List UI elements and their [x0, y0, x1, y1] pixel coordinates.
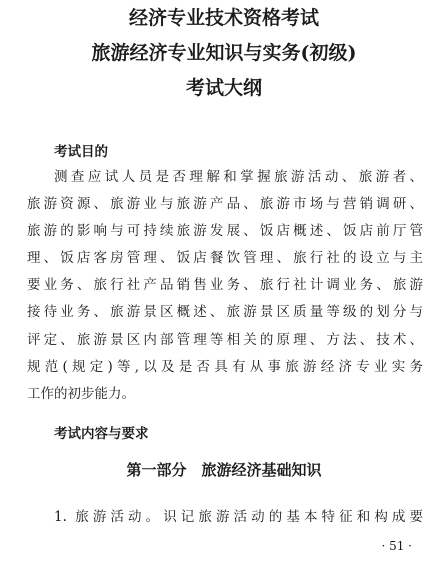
purpose-paragraph [27, 164, 423, 408]
paragraph-line: 接待业务、旅游景区概述、旅游景区质量等级的划分与 [27, 304, 423, 321]
paragraph-line: 测查应试人员是否理解和掌握旅游活动、旅游者、 [54, 169, 423, 185]
paragraph-line: 理、饭店客房管理、饭店餐饮管理、旅行社的设立与主 [27, 250, 423, 267]
section-heading-content: 考试内容与要求 [54, 426, 149, 442]
paragraph-line: 工作的初步能力。 [27, 385, 135, 402]
title-line-3: 考试大纲 [185, 77, 262, 99]
title-line-1: 经济专业技术资格考试 [128, 7, 319, 29]
part-heading: 第一部分 旅游经济基础知识 [126, 461, 322, 479]
paragraph-line: 要业务、旅行社产品销售业务、旅行社计调业务、旅游 [27, 277, 423, 294]
section-heading-purpose: 考试目的 [54, 144, 108, 160]
paragraph-line: 旅游的影响与可持续旅游发展、饭店概述、饭店前厅管 [27, 223, 423, 240]
title-line-2: 旅游经济专业知识与实务(初级) [91, 42, 357, 64]
paragraph-line: 旅游资源、旅游业与旅游产品、旅游市场与营销调研、 [27, 196, 423, 213]
paragraph-line: 评定、旅游景区内部管理等相关的原理、方法、技术、 [27, 331, 423, 348]
list-item: 1. 旅游活动。识记旅游活动的基本特征和构成要 [54, 509, 423, 525]
paragraph-line: 规范(规定)等,以及是否具有从事旅游经济专业实务 [27, 358, 423, 375]
page-number: · 51 · [381, 539, 412, 553]
